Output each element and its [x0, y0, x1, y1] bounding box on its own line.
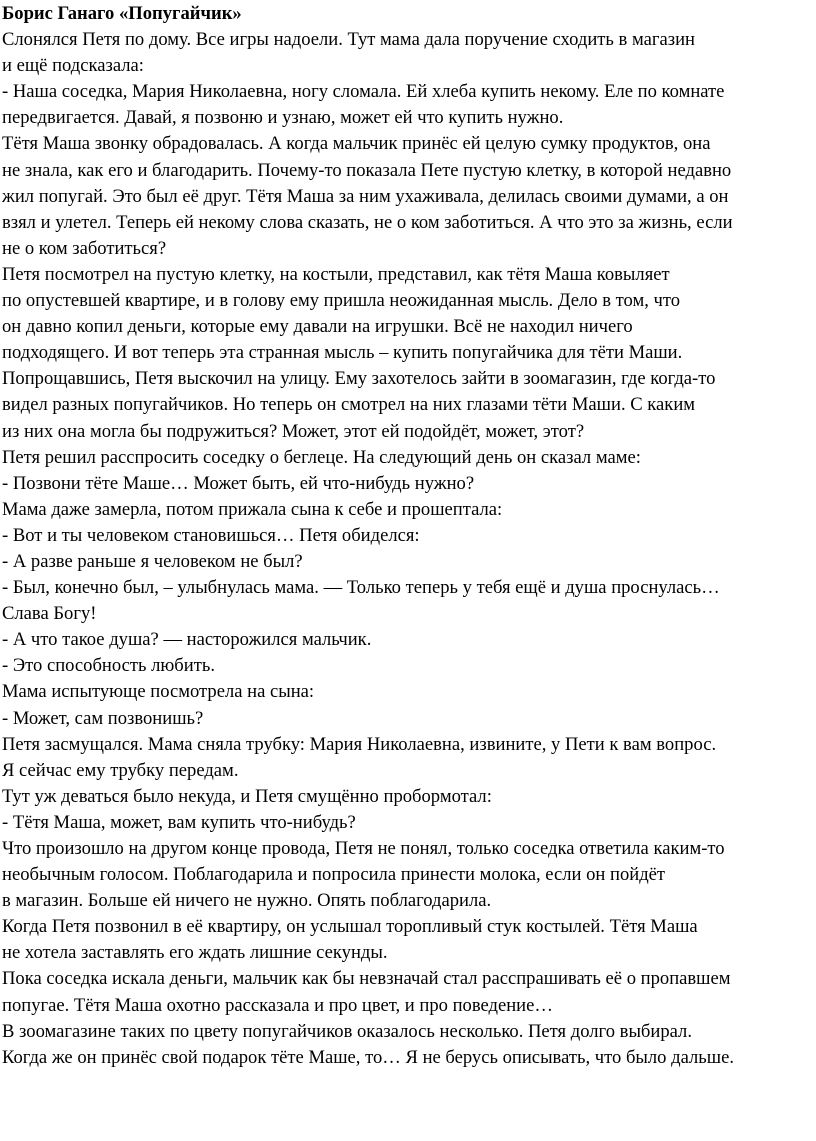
- text-line: Я сейчас ему трубку передам.: [2, 759, 239, 781]
- text-line: не знала, как его и благодарить. Почему-то показала Пете пустую клетку, в которой недавно: [2, 159, 732, 181]
- text-line: подходящего. И вот теперь эта странная мысль – купить попугайчика для тёти Маши.: [2, 342, 683, 364]
- text-line: необычным голосом. Поблагодарила и попросила принести молока, если он пойдёт: [2, 864, 666, 886]
- text-line: Мама испытующе посмотрела на сына:: [2, 681, 315, 703]
- text-line: жил попугай. Это был её друг. Тётя Маша за ним ухаживала, делилась своими думами, а он: [2, 185, 729, 207]
- text-line: и ещё подсказала:: [2, 55, 144, 77]
- text-line: в магазин. Больше ей ничего не нужно. Опять поблагодарила.: [2, 890, 492, 912]
- text-line: не хотела заставлять его ждать лишние секунды.: [2, 942, 388, 964]
- text-line: по опустевшей квартире, и в голову ему пришла неожиданная мысль. Дело в том, что: [2, 290, 681, 312]
- text-line: взял и улетел. Теперь ей некому слова сказать, не о ком заботиться. А что это за жизнь, если: [2, 211, 733, 233]
- text-line: Слонялся Петя по дому. Все игры надоели. Тут мама дала поручение сходить в магазин: [2, 29, 695, 51]
- text-line: - Вот и ты человеком становишься… Петя обиделся:: [2, 524, 420, 546]
- text-line: В зоомагазине таких по цвету попугайчиков оказалось несколько. Петя долго выбирал.: [2, 1020, 692, 1042]
- text-line: - Тётя Маша, может, вам купить что-нибудь?: [2, 811, 356, 833]
- text-line: - Это способность любить.: [2, 655, 215, 677]
- text-line: Пока соседка искала деньги, мальчик как бы невзначай стал расспрашивать её о пропавшем: [2, 968, 731, 990]
- document-title: Борис Ганаго «Попугайчик»: [2, 3, 242, 24]
- text-line: Попрощавшись, Петя выскочил на улицу. Ему захотелось зайти в зоомагазин, где когда-то: [2, 368, 716, 390]
- document-page: [2, 1, 814, 1071]
- text-line: Что произошло на другом конце провода, Петя не понял, только соседка ответила каким-то: [2, 838, 725, 859]
- text-line: - А что такое душа? — насторожился мальчик.: [2, 629, 372, 651]
- text-line: - Наша соседка, Мария Николаевна, ногу сломала. Ей хлеба купить некому. Еле по комнате: [2, 81, 725, 103]
- text-line: Тётя Маша звонку обрадовалась. А когда мальчик принёс ей целую сумку продуктов, она: [2, 133, 711, 155]
- text-line: - А разве раньше я человеком не был?: [2, 550, 303, 572]
- text-line: - Может, сам позвонишь?: [2, 707, 204, 729]
- text-line: Когда Петя позвонил в её квартиру, он услышал торопливый стук костылей. Тётя Маша: [2, 916, 698, 938]
- text-line: передвигается. Давай, я позвоню и узнаю, может ей что купить нужно.: [2, 107, 564, 129]
- text-line: Когда же он принёс свой подарок тёте Маше, то… Я не берусь описывать, что было дальше.: [2, 1046, 734, 1068]
- text-line: видел разных попугайчиков. Но теперь он смотрел на них глазами тёти Маши. С каким: [2, 394, 696, 416]
- text-line: не о ком заботиться?: [2, 237, 167, 259]
- text-line: Петя решил расспросить соседку о беглеце. На следующий день он сказал маме:: [2, 446, 641, 468]
- text-line: из них она могла бы подружиться? Может, этот ей подойдёт, может, этот?: [2, 420, 585, 442]
- story-text: [2, 27, 814, 1071]
- text-line: Мама даже замерла, потом прижала сына к себе и прошептала:: [2, 498, 503, 520]
- text-line: Петя засмущался. Мама сняла трубку: Мария Николаевна, извините, у Пети к вам вопрос.: [2, 733, 717, 755]
- text-line: Петя посмотрел на пустую клетку, на костыли, представил, как тётя Маша ковыляет: [2, 263, 670, 285]
- text-line: попугае. Тётя Маша охотно рассказала и про цвет, и про поведение…: [2, 994, 553, 1016]
- text-line: он давно копил деньги, которые ему давали на игрушки. Всё не находил ничего: [2, 316, 633, 338]
- text-line: Тут уж деваться было некуда, и Петя смущённо пробормотал:: [2, 785, 492, 807]
- text-line: - Был, конечно был, – улыбнулась мама. — Только теперь у тебя ещё и душа проснулась…: [2, 577, 720, 599]
- text-line: - Позвони тёте Маше… Может быть, ей что-нибудь нужно?: [2, 472, 475, 494]
- text-line: Слава Богу!: [2, 603, 97, 625]
